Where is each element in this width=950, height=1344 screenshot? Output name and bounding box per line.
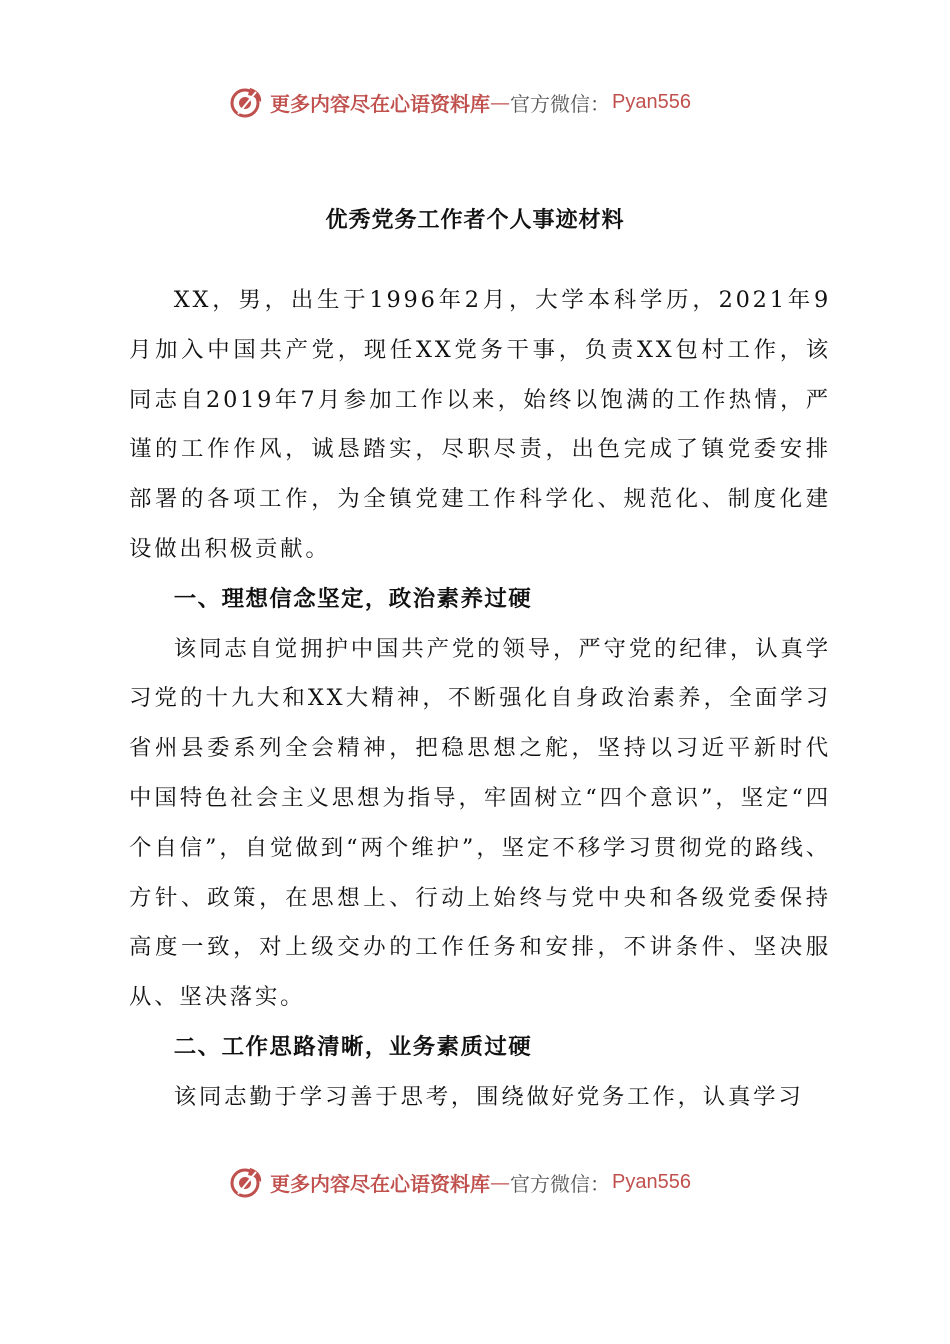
banner-wechat-label: 官方微信： (510, 91, 610, 116)
quill-logo-icon (228, 84, 264, 120)
banner-separator: — (490, 90, 510, 114)
intro-paragraph: XX，男，出生于1996年2月，大学本科学历，2021年9月加入中国共产党，现任XX党务干事，负责XX包村工作，该同志自2019年7月参加工作以来，始终以饱满的工作热情，严谨的工作作风，诚恳踏实，尽职尽责，出色完成了镇党委安排部署的各项工作，为全镇党建工作科学化、规范化、制度化建设做出积极贡献。 (129, 287, 831, 562)
header-banner (228, 82, 691, 122)
document-body (129, 276, 831, 1123)
section2-paragraph: 该同志勤于学习善于思考，围绕做好党务工作，认真学习 (173, 1083, 804, 1110)
banner-wechat-label: 官方微信： (510, 1171, 610, 1196)
banner-separator: — (490, 1170, 510, 1194)
quill-logo-icon (228, 1164, 264, 1200)
banner-main-text: 更多内容尽在心语资料库 (270, 91, 490, 116)
section2-heading: 二、工作思路清晰，业务素质过硬 (173, 1033, 533, 1060)
document-title: 优秀党务工作者个人事迹材料 (325, 207, 625, 233)
footer-banner (228, 1162, 691, 1202)
section1-paragraph: 该同志自觉拥护中国共产党的领导，严守党的纪律，认真学习党的十九大和XX大精神，不断强化自身政治素养，全面学习省州县委系列全会精神，把稳思想之舵，坚持以习近平新时代中国特色社会主义思想为指导，牢固树立“四个意识”，坚定“四个自信”，自觉做到“两个维护”，坚定不移学习贯彻党的路线、方针、政策，在思想上、行动上始终与党中央和各级党委保持高度一致，对上级交办的工作任务和安排，不讲条件、坚决服从、坚决落实。 (129, 635, 831, 1011)
banner-wechat-id: Pyan556 (612, 90, 691, 113)
banner-wechat-id: Pyan556 (612, 1170, 691, 1193)
banner-main-text: 更多内容尽在心语资料库 (270, 1171, 490, 1196)
section1-heading: 一、理想信念坚定，政治素养过硬 (173, 585, 533, 612)
